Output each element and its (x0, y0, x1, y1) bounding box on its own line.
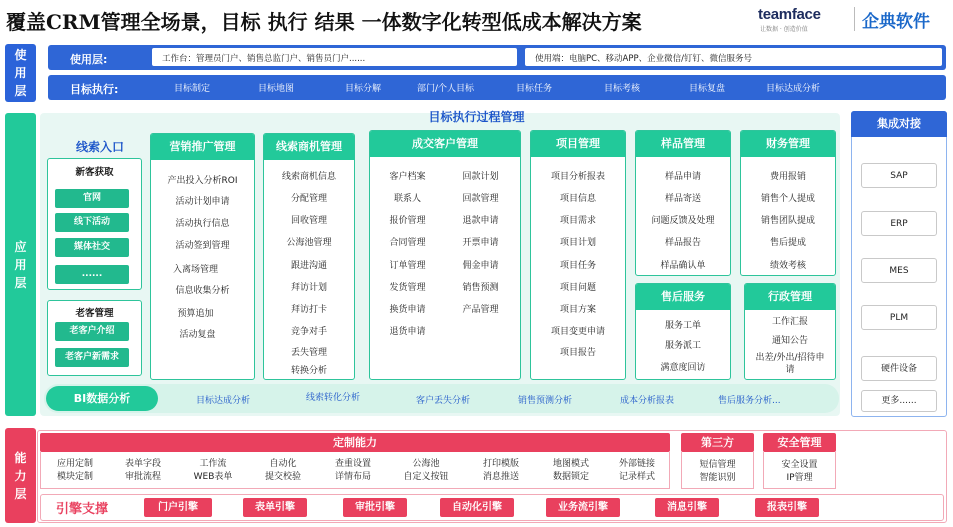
project-item[interactable]: 项目变更申请 (550, 327, 605, 337)
custom-item[interactable]: 公海池 自定义按钮 (403, 459, 449, 482)
engine-title: 引擎支撑 (56, 502, 109, 517)
project-module (530, 130, 626, 380)
bi-item[interactable]: 客户丢失分析 (416, 396, 471, 406)
aftersales-item[interactable]: 服务工单 (664, 321, 701, 331)
finance-title: 财务管理 (741, 131, 835, 157)
old-customer-box (47, 300, 142, 376)
brand-slogan: 让数据 · 创造价值 (760, 26, 808, 33)
engine-button[interactable]: 自动化引擎 (440, 498, 514, 517)
integration-item[interactable]: MES (861, 258, 937, 283)
aftersales-item[interactable]: 满意度回访 (660, 363, 706, 373)
target-row-label: 目标执行: (70, 83, 119, 96)
custom-item[interactable]: 自动化 提交校验 (264, 459, 301, 482)
opportunity-item[interactable]: 跟进沟通 (290, 261, 327, 271)
deal-title: 成交客户管理 (370, 131, 520, 157)
opportunity-item[interactable]: 竞争对手 (290, 327, 327, 337)
marketing-item[interactable]: 活动复盘 (179, 330, 216, 340)
deal-module (369, 130, 521, 380)
layer-label-usage: 使用层 (5, 44, 36, 102)
opportunity-item[interactable]: 拜访计划 (290, 283, 327, 293)
engine-button[interactable]: 消息引擎 (655, 498, 719, 517)
admin-title: 行政管理 (745, 284, 835, 310)
sample-item[interactable]: 样品报告 (664, 238, 701, 248)
security-title: 安全管理 (763, 433, 836, 452)
new-customer-box (47, 158, 142, 290)
integration-item[interactable]: ERP (861, 211, 937, 236)
deal-item[interactable]: 发货管理 (389, 283, 426, 293)
client-pill: 使用端：电脑PC、移动APP、企业微信/钉钉、微信服务号 (525, 48, 942, 66)
aftersales-title: 售后服务 (636, 284, 730, 310)
deal-item[interactable]: 回款计划 (462, 172, 499, 182)
custom-item[interactable]: 应用定制 模块定制 (56, 459, 93, 482)
deal-item[interactable]: 合同管理 (389, 238, 426, 248)
project-title: 项目管理 (531, 131, 625, 157)
custom-item[interactable]: 工作流 WEB表单 (193, 459, 233, 482)
deal-item[interactable]: 联系人 (393, 194, 421, 204)
logo-divider (854, 7, 855, 31)
third-party-item[interactable]: 短信管理 智能识别 (699, 460, 736, 483)
bi-title[interactable]: BI数据分析 (46, 386, 158, 411)
admin-item[interactable]: 工作汇报 (771, 317, 808, 327)
integration-item[interactable]: 硬件设备 (861, 356, 937, 381)
bi-item[interactable]: 销售预测分析 (518, 396, 573, 406)
workbench-pill: 工作台：管理员门户、销售总监门户、销售员门户...... (152, 48, 517, 66)
integration-title: 集成对接 (851, 111, 947, 137)
opportunity-item[interactable]: 转换分析 (290, 366, 327, 376)
old-customer-button[interactable]: 老客户新需求 (55, 348, 129, 367)
old-customer-button[interactable]: 老客户介绍 (55, 322, 129, 341)
finance-item[interactable]: 销售个人提成 (760, 194, 815, 204)
integration-item[interactable]: PLM (861, 305, 937, 330)
third-party-title: 第三方 (681, 433, 754, 452)
target-item[interactable]: 目标任务 (516, 84, 553, 94)
deal-item[interactable]: 开票申请 (462, 238, 499, 248)
deal-item[interactable]: 订单管理 (389, 261, 426, 271)
deal-item[interactable]: 产品管理 (462, 305, 499, 315)
new-customer-title: 新客获取 (75, 167, 114, 178)
project-item[interactable]: 项目方案 (559, 305, 596, 315)
bi-item[interactable]: 目标达成分析 (196, 396, 251, 406)
project-item[interactable]: 项目分析报表 (550, 172, 605, 182)
bi-item[interactable]: 线索转化分析 (306, 393, 361, 403)
target-item[interactable]: 目标分解 (345, 84, 382, 94)
opportunity-title: 线索商机管理 (264, 134, 354, 160)
custom-title: 定制能力 (40, 433, 670, 452)
custom-item[interactable]: 表单字段 审批流程 (124, 459, 161, 482)
marketing-item[interactable]: 活动签到管理 (175, 241, 230, 251)
target-item[interactable]: 目标复盘 (689, 84, 726, 94)
target-item[interactable]: 目标地图 (258, 84, 295, 94)
sample-item[interactable]: 样品确认单 (660, 261, 706, 271)
engine-button[interactable]: 审批引擎 (343, 498, 407, 517)
finance-item[interactable]: 绩效考核 (769, 261, 806, 271)
engine-button[interactable]: 表单引擎 (243, 498, 307, 517)
deal-item[interactable]: 销售预测 (462, 283, 499, 293)
deal-item[interactable]: 报价管理 (389, 216, 426, 226)
target-item[interactable]: 目标制定 (174, 84, 211, 94)
lead-channel-button[interactable]: ...... (55, 265, 129, 284)
deal-item[interactable]: 回款管理 (462, 194, 499, 204)
sample-item[interactable]: 样品寄送 (664, 194, 701, 204)
target-item[interactable]: 目标考核 (604, 84, 641, 94)
opportunity-item[interactable]: 分配管理 (290, 194, 327, 204)
brand-logo: teamface (758, 6, 821, 23)
target-item[interactable]: 部门/个人目标 (417, 84, 475, 94)
deal-item[interactable]: 客户档案 (389, 172, 426, 182)
bi-item[interactable]: 售后服务分析... (718, 396, 781, 406)
old-customer-title: 老客管理 (75, 308, 114, 319)
custom-item[interactable]: 打印模版 消息推送 (482, 459, 519, 482)
sample-item[interactable]: 样品申请 (664, 172, 701, 182)
layer-label-application: 应用层 (5, 113, 36, 416)
marketing-item[interactable]: 活动计划申请 (175, 197, 230, 207)
sample-title: 样品管理 (636, 131, 730, 157)
brand-name: 企典软件 (862, 12, 930, 32)
engine-button[interactable]: 门户引擎 (144, 498, 212, 517)
security-item[interactable]: 安全设置 IP管理 (781, 460, 818, 483)
process-title: 目标执行过程管理 (428, 110, 525, 124)
sample-item[interactable]: 问题反馈及处理 (651, 216, 715, 226)
usage-row (48, 45, 946, 70)
engine-button[interactable]: 业务流引擎 (546, 498, 620, 517)
marketing-title: 营销推广管理 (151, 134, 254, 160)
project-item[interactable]: 项目需求 (559, 216, 596, 226)
engine-button[interactable]: 报表引擎 (755, 498, 819, 517)
leads-title: 线索入口 (75, 140, 124, 154)
target-row (48, 75, 946, 100)
lead-channel-button[interactable]: 媒体社交 (55, 238, 129, 257)
marketing-item[interactable]: 活动执行信息 (175, 219, 230, 229)
marketing-item[interactable]: 预算追加 (177, 309, 214, 319)
deal-item[interactable]: 退款申请 (462, 216, 499, 226)
marketing-module (150, 133, 255, 380)
usage-row-label: 使用层: (70, 53, 108, 66)
project-item[interactable]: 项目信息 (559, 194, 596, 204)
project-item[interactable]: 项目任务 (559, 261, 596, 271)
finance-item[interactable]: 销售团队提成 (760, 216, 815, 226)
admin-item[interactable]: 通知公告 (771, 336, 808, 346)
project-item[interactable]: 项目报告 (559, 348, 596, 358)
project-item[interactable]: 项目问题 (559, 283, 596, 293)
marketing-item[interactable]: 入离场管理 (172, 265, 218, 275)
deal-item[interactable]: 换货申请 (389, 305, 426, 315)
lead-channel-button[interactable]: 线下活动 (55, 213, 129, 232)
custom-item[interactable]: 地图模式 数据锁定 (552, 459, 589, 482)
integration-item[interactable]: SAP (861, 163, 937, 188)
page-title: 覆盖CRM管理全场景，目标 执行 结果 一体数字化转型低成本解决方案 (6, 10, 642, 34)
custom-item[interactable]: 外部链接 记录样式 (618, 459, 655, 482)
opportunity-item[interactable]: 丢失管理 (290, 348, 327, 358)
layer-label-capability: 能力层 (5, 428, 36, 523)
opportunity-item[interactable]: 线索商机信息 (281, 172, 336, 182)
deal-item[interactable]: 佣金申请 (462, 261, 499, 271)
opportunity-item[interactable]: 回收管理 (290, 216, 327, 226)
finance-item[interactable]: 售后提成 (769, 238, 806, 248)
bi-item[interactable]: 成本分析报表 (620, 396, 675, 406)
aftersales-item[interactable]: 服务派工 (664, 341, 701, 351)
marketing-item[interactable]: 信息收集分析 (175, 286, 230, 296)
target-item[interactable]: 目标达成分析 (766, 84, 821, 94)
marketing-item[interactable]: 产出投入分析ROI (167, 176, 238, 186)
admin-item[interactable]: 出差/外出/招待申请 (755, 353, 825, 375)
project-item[interactable]: 项目计划 (559, 238, 596, 248)
finance-item[interactable]: 费用报销 (769, 172, 806, 182)
opportunity-item[interactable]: 公海池管理 (286, 238, 332, 248)
lead-channel-button[interactable]: 官网 (55, 189, 129, 208)
opportunity-item[interactable]: 拜访打卡 (290, 305, 327, 315)
integration-more-item[interactable]: 更多...... (861, 390, 937, 412)
custom-item[interactable]: 查重设置 详情布局 (334, 459, 371, 482)
deal-item[interactable]: 退货申请 (389, 327, 426, 337)
